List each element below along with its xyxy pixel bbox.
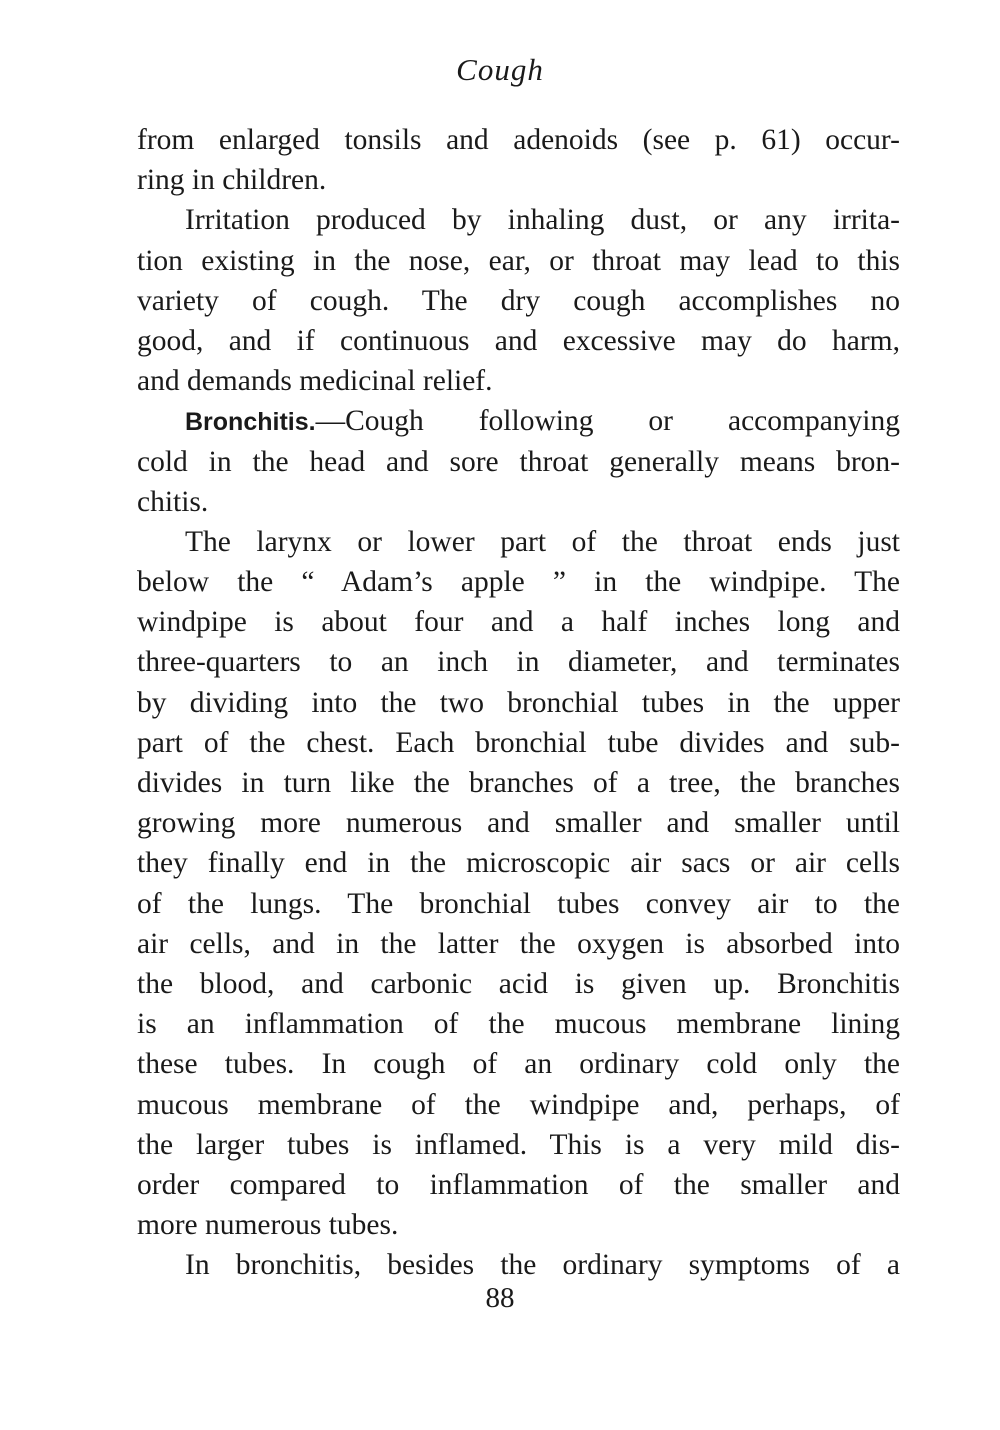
text-line bbox=[137, 602, 900, 642]
text-line bbox=[137, 482, 900, 522]
text-line bbox=[137, 1205, 900, 1245]
line-text: —Cough following or accompanying bbox=[315, 405, 900, 438]
line-text: three-quarters to an inch in diameter, and terminates bbox=[137, 646, 900, 679]
text-line bbox=[137, 200, 900, 240]
line-text: the blood, and carbonic acid is given up. Bronchitis bbox=[137, 967, 900, 1000]
line-text: they finally end in the microscopic air sacs or air cells bbox=[137, 847, 900, 880]
page-number: 88 bbox=[485, 1282, 515, 1314]
paragraph bbox=[137, 200, 900, 401]
line-text: is an inflammation of the mucous membrane lining bbox=[137, 1008, 900, 1041]
line-text: windpipe is about four and a half inches long and bbox=[137, 606, 900, 639]
text-line bbox=[137, 281, 900, 321]
line-text: divides in turn like the branches of a tree, the branches bbox=[137, 767, 900, 799]
paragraph bbox=[137, 120, 900, 200]
text-line bbox=[137, 442, 900, 482]
line-text: part of the chest. Each bronchial tube divides and sub- bbox=[137, 726, 900, 759]
text-line bbox=[137, 160, 900, 200]
text-line bbox=[137, 1044, 900, 1084]
text-line bbox=[137, 642, 900, 682]
line-text: chitis. bbox=[137, 485, 209, 518]
text-line bbox=[137, 964, 900, 1004]
text-line bbox=[137, 723, 900, 763]
line-text: cold in the head and sore throat generally means bron- bbox=[137, 445, 900, 478]
line-text: below the “ Adam’s apple ” in the windpipe. The bbox=[137, 566, 900, 599]
text-line bbox=[137, 924, 900, 964]
text-line bbox=[137, 1245, 900, 1285]
section-heading: Bronchitis. bbox=[185, 408, 316, 437]
line-text: ring in children. bbox=[137, 164, 327, 197]
text-line bbox=[137, 683, 900, 723]
text-line bbox=[137, 241, 900, 281]
text-line bbox=[137, 1125, 900, 1165]
line-text: order compared to inflammation of the smaller and bbox=[137, 1168, 900, 1201]
line-text: The larynx or lower part of the throat ends just bbox=[185, 525, 900, 558]
line-text: Irritation produced by inhaling dust, or any irrita- bbox=[185, 204, 900, 237]
text-line bbox=[137, 321, 900, 361]
running-head: Cough bbox=[456, 52, 544, 87]
line-text: tion existing in the nose, ear, or throat may lead to this bbox=[137, 244, 900, 277]
line-text: good, and if continuous and excessive may do harm, bbox=[137, 324, 900, 357]
paragraph bbox=[137, 522, 900, 1245]
text-line bbox=[137, 1004, 900, 1044]
text-line bbox=[137, 401, 900, 441]
line-text: these tubes. In cough of an ordinary cold only the bbox=[137, 1048, 900, 1081]
text-line bbox=[137, 884, 900, 924]
text-line bbox=[137, 562, 900, 602]
text-line bbox=[137, 522, 900, 562]
paragraph bbox=[137, 1245, 900, 1285]
text-line bbox=[137, 843, 900, 883]
text-line bbox=[137, 1085, 900, 1125]
text-line bbox=[137, 120, 900, 160]
body-text bbox=[137, 120, 900, 1285]
line-text: the larger tubes is inflamed. This is a very mild dis- bbox=[137, 1128, 900, 1161]
text-line bbox=[137, 803, 900, 843]
text-line bbox=[137, 1165, 900, 1205]
line-text: air cells, and in the latter the oxygen is absorbed into bbox=[137, 927, 900, 960]
line-text: variety of cough. The dry cough accomplishes no bbox=[137, 284, 900, 317]
line-text: more numerous tubes. bbox=[137, 1209, 399, 1242]
line-text: from enlarged tonsils and adenoids (see p. 61) occur- bbox=[137, 124, 900, 156]
line-text: and demands medicinal relief. bbox=[137, 365, 493, 398]
line-text: by dividing into the two bronchial tubes in the upper bbox=[137, 686, 900, 719]
line-text: mucous membrane of the windpipe and, perhaps, of bbox=[137, 1088, 900, 1121]
line-text: of the lungs. The bronchial tubes convey air to the bbox=[137, 887, 900, 920]
line-text: In bronchitis, besides the ordinary symptoms of a bbox=[185, 1249, 900, 1282]
text-line bbox=[137, 361, 900, 401]
paragraph bbox=[137, 401, 900, 522]
line-text: growing more numerous and smaller and smaller until bbox=[137, 807, 900, 840]
text-line bbox=[137, 763, 900, 803]
